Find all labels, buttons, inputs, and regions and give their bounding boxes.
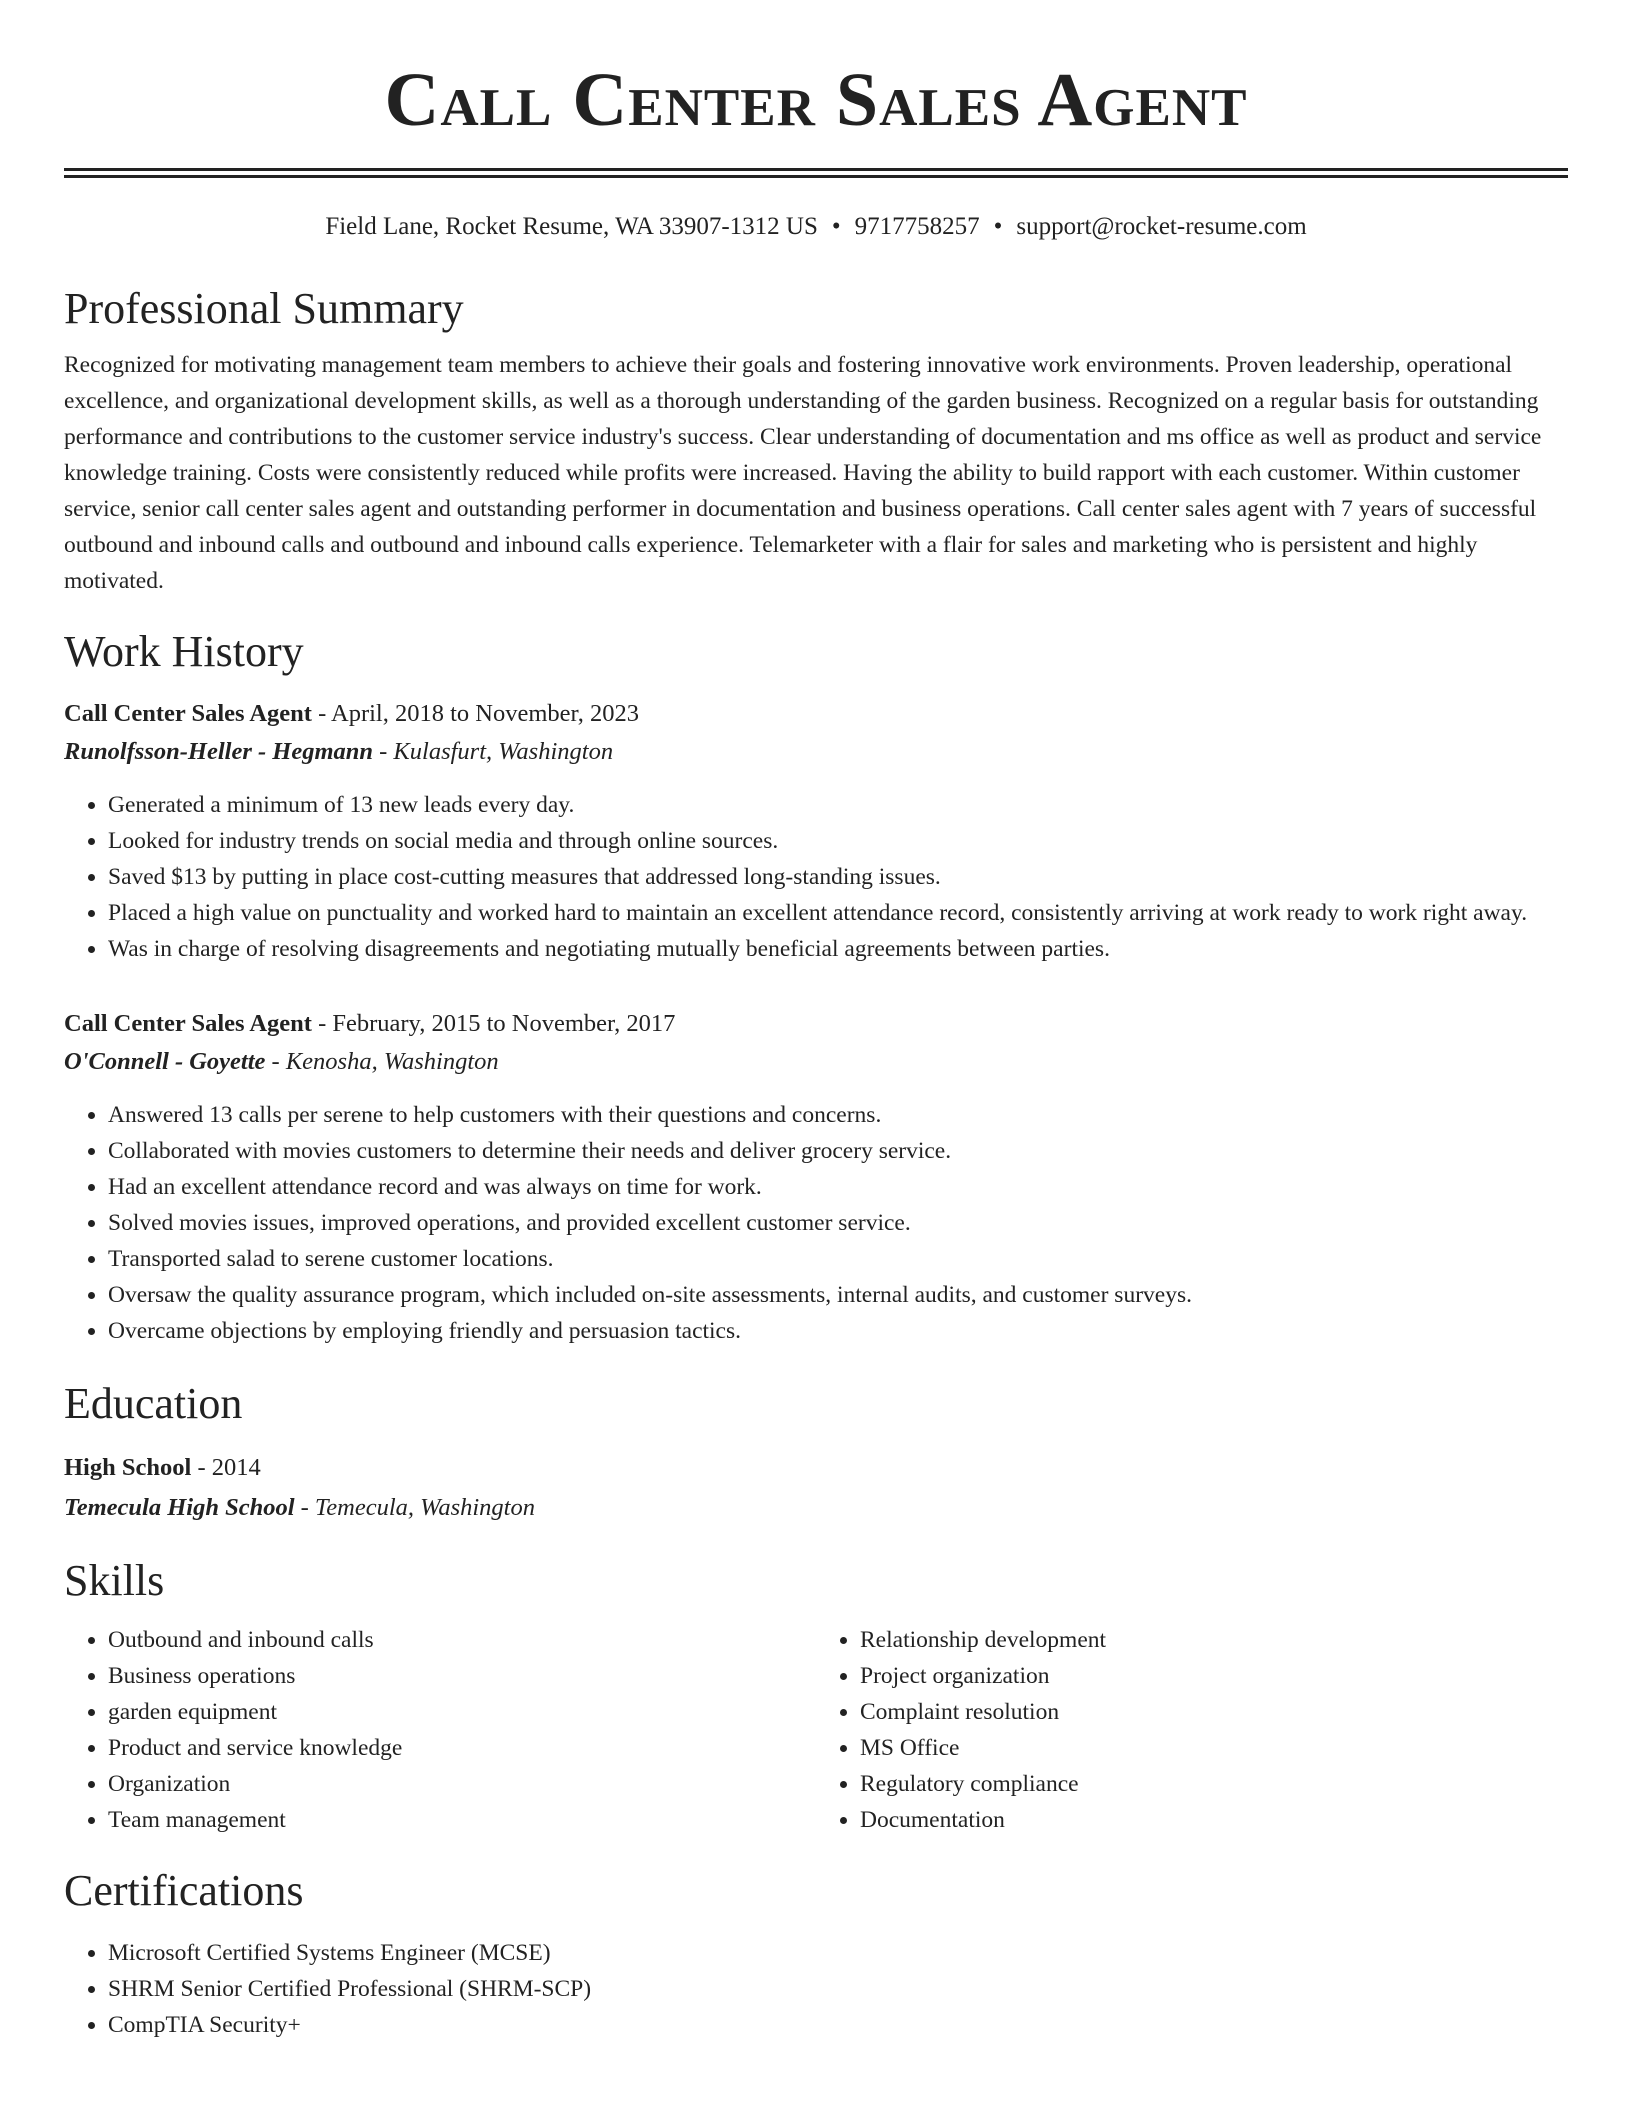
education-location: - Temecula, Washington	[294, 1493, 535, 1521]
job-bullet: • Was in charge of resolving disagreements and negotiating mutually beneficial agreements between parties.	[108, 931, 1568, 967]
certification-item: • SHRM Senior Certified Professional (SHRM-SCP)	[108, 1971, 1568, 2007]
job-bullet: • Overcame objections by employing friendly and persuasion tactics.	[108, 1313, 1568, 1349]
job-bullet: • Looked for industry trends on social media and through online sources.	[108, 823, 1568, 859]
job-bullet: • Solved movies issues, improved operations, and provided excellent customer service.	[108, 1205, 1568, 1241]
job-dates: - April, 2018 to November, 2023	[311, 700, 639, 728]
education-degree-line	[64, 1448, 1568, 1488]
job-location: - Kulasfurt, Washington	[373, 738, 614, 766]
skills-heading: Skills	[64, 1555, 165, 1605]
job-company: Runolfsson-Heller - Hegmann	[64, 738, 374, 766]
contact-line	[64, 212, 1568, 242]
education-heading: Education	[64, 1379, 243, 1429]
skills-list-right	[816, 1622, 1568, 1838]
header-double-rule	[64, 168, 1568, 178]
job-company: O'Connell - Goyette	[64, 1048, 266, 1076]
certification-item: • CompTIA Security+	[108, 2007, 1568, 2043]
skill-item: • garden equipment	[108, 1694, 816, 1730]
skills-columns	[64, 1622, 1568, 1838]
job-bullet: • Oversaw the quality assurance program, which included on-site assessments, internal audits, and customer surveys.	[108, 1277, 1568, 1313]
skill-item: • Team management	[108, 1802, 816, 1838]
job-title-line	[64, 1005, 1568, 1043]
certification-item: • Microsoft Certified Systems Engineer (MCSE)	[108, 1935, 1568, 1971]
job-title: Call Center Sales Agent	[64, 700, 312, 728]
summary-text: Recognized for motivating management team members to achieve their goals and fostering innovative work environments. Proven leadership, operational excellence, and organizational development skills, as well as a thorough understanding of the garden business. Recognized on a regular basis for outstanding performance and contributions to the customer service industry's success. Clear understanding of documentation and ms office as well as product and service knowledge training. Costs were consistently reduced while profits were increased. Having the ability to build rapport with each customer. Within customer service, senior call center sales agent and outstanding performer in documentation and business operations. Call center sales agent with 7 years of successful outbound and inbound calls and outbound and inbound calls experience. Telemarketer with a flair for sales and marketing who is persistent and highly motivated.	[64, 351, 1542, 594]
contact-separator: •	[993, 213, 1003, 240]
education-entry	[64, 1448, 1568, 1528]
resume-name: Call Center Sales Agent	[384, 58, 1248, 142]
job-title-line	[64, 695, 1568, 733]
job-bullet: • Had an excellent attendance record and was always on time for work.	[108, 1169, 1568, 1205]
job-bullet: • Collaborated with movies customers to determine their needs and deliver grocery service.	[108, 1133, 1568, 1169]
work-history-heading: Work History	[64, 626, 304, 676]
skill-item: • Project organization	[860, 1658, 1568, 1694]
education-year: - 2014	[191, 1453, 261, 1481]
job-location: - Kenosha, Washington	[265, 1048, 499, 1076]
contact-phone: 9717758257	[854, 213, 980, 240]
skill-item: • Product and service knowledge	[108, 1730, 816, 1766]
job-bullet-list	[64, 1097, 1568, 1349]
job-bullet: • Generated a minimum of 13 new leads every day.	[108, 787, 1568, 823]
skills-list-left	[64, 1622, 816, 1838]
job-entry	[64, 695, 1568, 967]
contact-address: Field Lane, Rocket Resume, WA 33907-1312 US	[325, 213, 818, 240]
job-bullet-list	[64, 787, 1568, 967]
skill-item: • Documentation	[860, 1802, 1568, 1838]
education-degree: High School	[64, 1453, 192, 1481]
skill-item: • Outbound and inbound calls	[108, 1622, 816, 1658]
job-entry	[64, 1005, 1568, 1349]
skill-item: • Complaint resolution	[860, 1694, 1568, 1730]
job-company-line	[64, 733, 1568, 771]
contact-email: support@rocket-resume.com	[1016, 213, 1307, 240]
job-title: Call Center Sales Agent	[64, 1010, 312, 1038]
certifications-heading: Certifications	[64, 1866, 304, 1916]
summary-heading: Professional Summary	[64, 284, 464, 333]
skill-item: • Relationship development	[860, 1622, 1568, 1658]
job-company-line	[64, 1043, 1568, 1081]
skill-item: • Business operations	[108, 1658, 816, 1694]
skill-item: • MS Office	[860, 1730, 1568, 1766]
job-bullet: • Saved $13 by putting in place cost-cutting measures that addressed long-standing issues.	[108, 859, 1568, 895]
job-bullet: • Transported salad to serene customer locations.	[108, 1241, 1568, 1277]
certifications-list	[64, 1935, 1568, 2043]
education-school-line	[64, 1488, 1568, 1528]
skill-item: • Regulatory compliance	[860, 1766, 1568, 1802]
education-school: Temecula High School	[64, 1493, 295, 1521]
job-bullet: • Placed a high value on punctuality and worked hard to maintain an excellent attendance record, consistently arriving at work ready to work right away.	[108, 895, 1568, 931]
skill-item: • Organization	[108, 1766, 816, 1802]
job-bullet: • Answered 13 calls per serene to help customers with their questions and concerns.	[108, 1097, 1568, 1133]
contact-separator: •	[831, 213, 841, 240]
job-dates: - February, 2015 to November, 2017	[311, 1010, 676, 1038]
